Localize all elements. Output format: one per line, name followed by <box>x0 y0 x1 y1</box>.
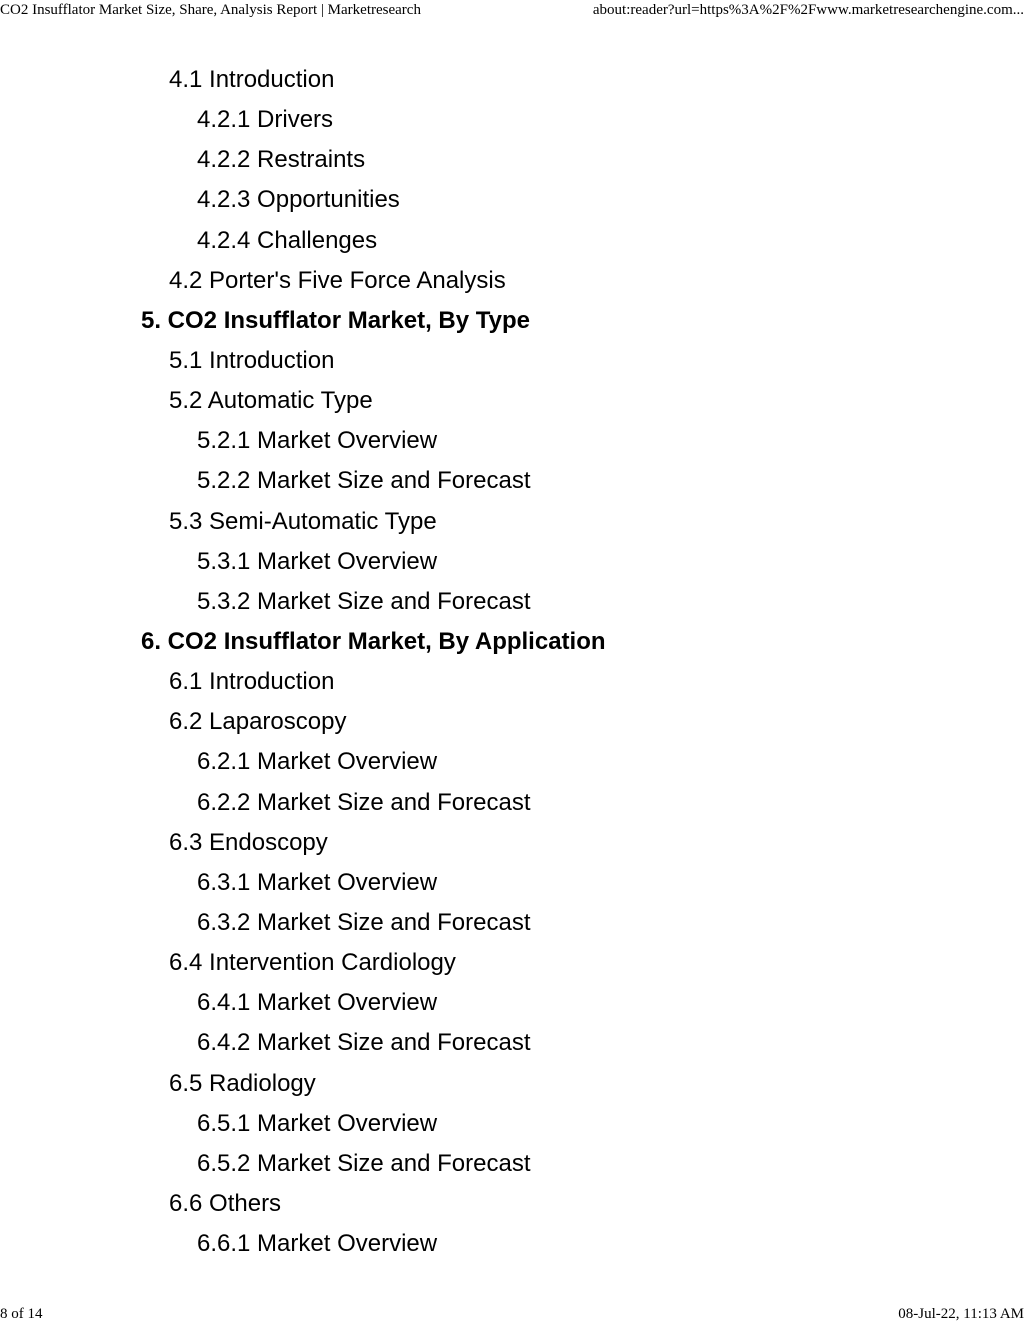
toc-item: 6.3.1 Market Overview <box>197 868 438 896</box>
toc-item: 6.5.1 Market Overview <box>197 1109 438 1137</box>
toc-item: 6.6 Others <box>169 1189 282 1217</box>
toc-item: 5.1 Introduction <box>169 346 335 374</box>
print-footer <box>0 1306 1024 1323</box>
toc-item: 5.2.2 Market Size and Forecast <box>197 467 531 495</box>
toc-item: 4.2.2 Restraints <box>197 146 366 174</box>
toc-item: 6.2.1 Market Overview <box>197 748 438 776</box>
toc-item: 6.4.2 Market Size and Forecast <box>197 1029 531 1057</box>
toc-item: 5.3 Semi-Automatic Type <box>169 507 437 535</box>
toc-item: 4.2 Porter's Five Force Analysis <box>169 266 506 294</box>
toc-item: 4.1 Introduction <box>169 66 335 93</box>
table-of-contents <box>0 60 606 1264</box>
toc-item: 6.2 Laparoscopy <box>169 708 347 736</box>
toc-item: 6.4.1 Market Overview <box>197 989 438 1017</box>
toc-item: 5.2 Automatic Type <box>169 387 373 415</box>
toc-item: 4.2.1 Drivers <box>197 106 334 134</box>
page-counter: 8 of 14 <box>0 1306 43 1322</box>
toc-item: 6.6.1 Market Overview <box>197 1230 438 1258</box>
page-url: about:reader?url=https%3A%2F%2Fwww.marketresearchengine.com... <box>592 2 1024 18</box>
toc-item: 6.1 Introduction <box>169 668 335 696</box>
toc-item: 5.2.1 Market Overview <box>197 427 438 455</box>
toc-section-heading: 5. CO2 Insufflator Market, By Type <box>141 306 530 334</box>
toc-item: 6.5 Radiology <box>169 1069 316 1097</box>
toc-item: 6.4 Intervention Cardiology <box>169 949 456 977</box>
toc-item: 6.5.2 Market Size and Forecast <box>197 1149 531 1177</box>
toc-item: 6.3.2 Market Size and Forecast <box>197 908 531 936</box>
toc-item: 4.2.4 Challenges <box>197 226 378 254</box>
toc-item: 5.3.2 Market Size and Forecast <box>197 587 531 615</box>
toc-item: 6.2.2 Market Size and Forecast <box>197 788 531 816</box>
toc-item: 6.3 Endoscopy <box>169 828 328 856</box>
print-timestamp: 08-Jul-22, 11:13 AM <box>898 1306 1024 1322</box>
print-header <box>0 2 1024 19</box>
toc-item: 4.2.3 Opportunities <box>197 186 400 214</box>
toc-item: 5.3.1 Market Overview <box>197 547 438 575</box>
toc-section-heading: 6. CO2 Insufflator Market, By Application <box>141 627 606 655</box>
page-title: CO2 Insufflator Market Size, Share, Analysis Report | Marketresearch <box>0 2 421 18</box>
